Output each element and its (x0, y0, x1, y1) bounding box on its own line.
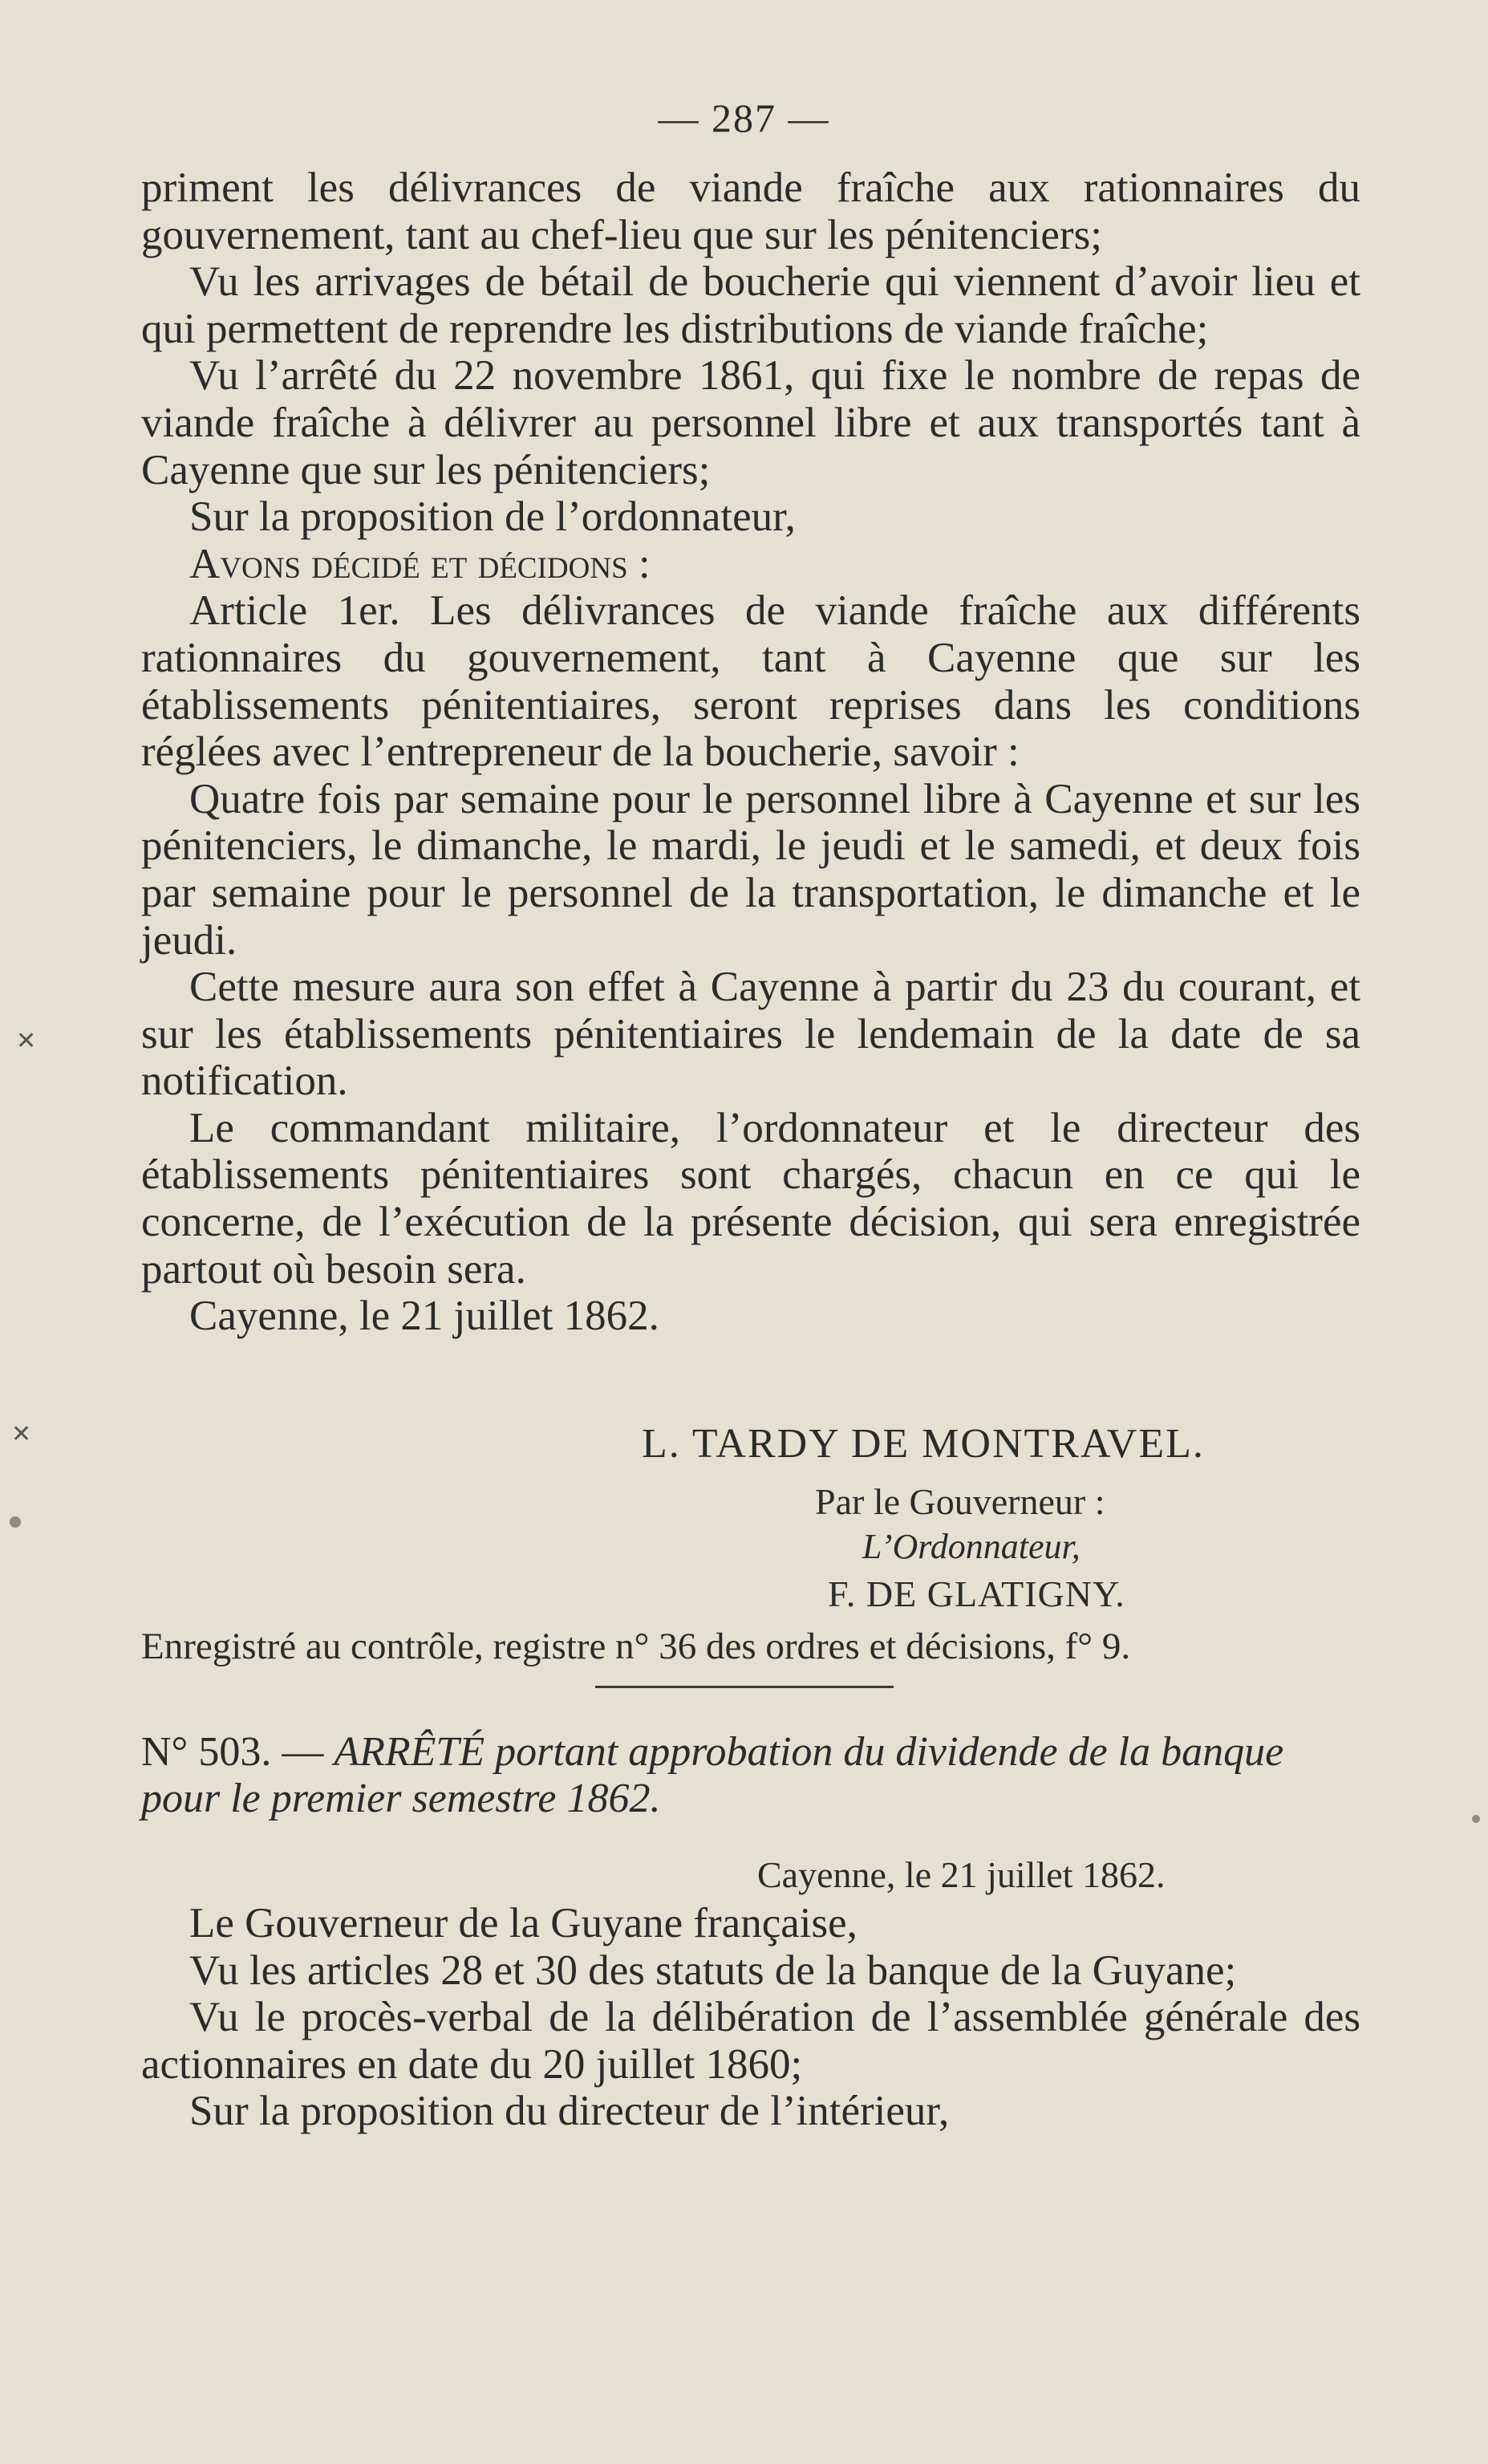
ink-spot-icon (10, 1516, 21, 1528)
decree-heading (141, 1729, 1360, 1822)
decree-number: N° 503. — (141, 1729, 324, 1775)
paragraph-continuation: priment les délivrances de viande fraîche aux rationnaires du gouvernement, tant au chef-lieu que sur les pénitenciers; (141, 164, 1360, 258)
paragraph-execution: Le commandant militaire, l’ordonnateur et le directeur des établissements pénitentiaires sont chargés, chacun en ce qui le concerne, de l’exécution de la présente décision, qui sera enregistrée partout où besoin sera. (141, 1104, 1360, 1293)
decree-date: Cayenne, le 21 juillet 1862. (757, 1854, 1166, 1895)
page-number: — 287 — (658, 95, 830, 140)
signature-officer: F. DE GLATIGNY. (828, 1573, 1125, 1614)
paragraph-date-place: Cayenne, le 21 juillet 1862. (189, 1293, 659, 1340)
signature-role: L’Ordonnateur, (862, 1527, 1081, 1566)
signature-by: Par le Gouverneur : (815, 1481, 1105, 1522)
decree-title: ARRÊTÉ portant approbation du dividende de la banque pour le premier semestre 1862. (141, 1729, 1284, 1821)
paragraph-arrete: Vu l’arrêté du 22 novembre 1861, qui fixe le nombre de repas de viande fraîche à délivrer au personnel libre et aux transportés tant à Cayenne que sur les pénitenciers; (141, 352, 1360, 493)
registration-note: Enregistré au contrôle, registre n° 36 des ordres et décisions, f° 9. (141, 1626, 1131, 1667)
margin-mark-icon: ✕ (11, 1421, 32, 1447)
paragraph-arrivages: Vu les arrivages de bétail de boucherie qui viennent d’avoir lieu et qui permettent de reprendre les distributions de viande fraîche; (141, 258, 1360, 352)
paragraph-decidons: Avons décidé et décidons : (189, 540, 651, 587)
decree-articles: Vu les articles 28 et 30 des statuts de la banque de la Guyane; (189, 1946, 1237, 1994)
paragraph-proposition: Sur la proposition de l’ordonnateur, (189, 493, 796, 541)
section-divider (595, 1686, 894, 1688)
paragraph-mesure: Cette mesure aura son effet à Cayenne à partir du 23 du courant, et sur les établissements pénitentiaires le lendemain de la date de sa notification. (141, 964, 1360, 1105)
paragraph-quatre-fois: Quatre fois par semaine pour le personnel libre à Cayenne et sur les pénitenciers, le dimanche, le mardi, le jeudi et le samedi, et deux fois par semaine pour le personnel de la transportation, le dimanche et le jeudi. (141, 775, 1360, 964)
decision-body (141, 164, 1360, 1340)
margin-mark-icon: ✕ (16, 1028, 37, 1054)
signature-name: L. TARDY DE MONTRAVEL. (642, 1421, 1205, 1467)
decree-proces-verbal: Vu le procès-verbal de la délibération de l’assemblée générale des actionnaires en date du 20 juillet 1860; (141, 1994, 1360, 2088)
paragraph-article-1: Article 1er. Les délivrances de viande fraîche aux différents rationnaires du gouvernement, tant à Cayenne que sur les établissements pénitentiaires, seront reprises dans les conditions réglées avec l’entrepreneur de la boucherie, savoir : (141, 587, 1360, 776)
decree-gouverneur: Le Gouverneur de la Guyane française, (189, 1900, 858, 1946)
decree-body (141, 1900, 1360, 2135)
decree-proposition: Sur la proposition du directeur de l’intérieur, (189, 2088, 950, 2135)
ink-spot-icon (1472, 1815, 1480, 1823)
